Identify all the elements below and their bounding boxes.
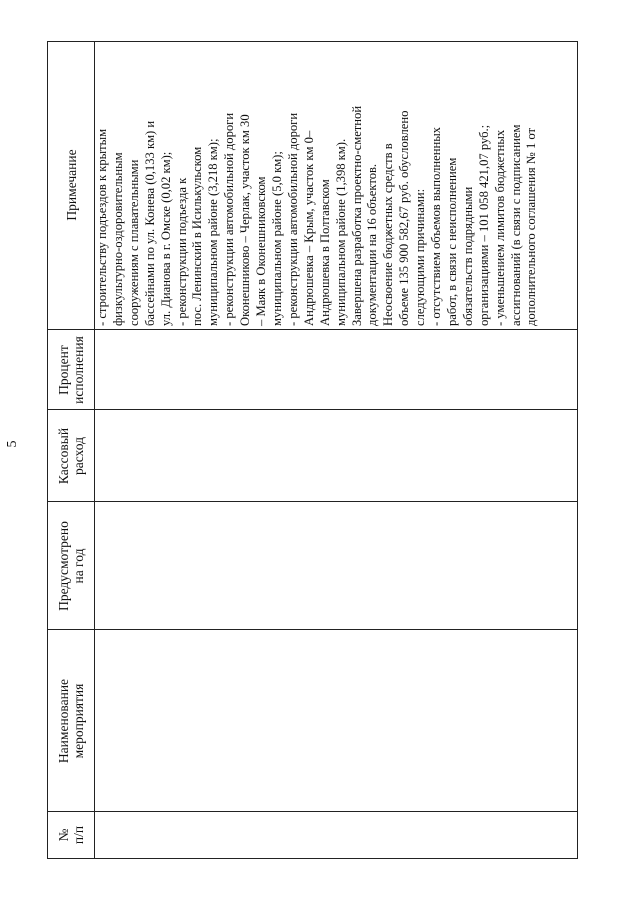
- column-divider: [48, 629, 577, 630]
- note-line: - реконструкции автомобильной дороги: [222, 112, 237, 326]
- note-line: муниципальном районе (3,218 км);: [206, 138, 221, 326]
- note-line: ассигнований (в связи с подписанием: [508, 124, 523, 326]
- header-percent-line-1: Процент: [56, 345, 71, 395]
- header-num-line-2: п/п: [71, 825, 86, 845]
- note-line: Андрюшевка в Полтавском: [317, 179, 332, 326]
- note-line: – Маяк в Оконешниковском: [254, 176, 269, 326]
- note-line: - строительству подъездов к крытым: [95, 128, 109, 326]
- note-line: Завершена разработка проектно-сметной: [349, 105, 364, 326]
- note-line: обязательств подрядными: [460, 186, 475, 326]
- header-planned: [48, 502, 94, 630]
- note-line: - отсутствием объемов выполненных: [429, 127, 444, 326]
- page-number: 5: [5, 440, 20, 448]
- header-name-line-2: мероприятия: [71, 683, 86, 759]
- header-note: [48, 40, 94, 330]
- note-cell: [95, 40, 579, 330]
- note-line: Неосвоение бюджетных средств в: [381, 143, 396, 326]
- note-line: муниципальном районе (1,398 км).: [333, 138, 348, 326]
- note-line: Андрюшевка – Крым, участок км 0–: [301, 130, 316, 326]
- note-line: - реконструкции подъезда к: [174, 177, 189, 326]
- header-cash: [48, 410, 94, 502]
- note-line: - реконструкции автомобильной дороги: [285, 112, 300, 326]
- header-percent: [48, 330, 94, 410]
- rotated-page: [5, 41, 578, 859]
- note-line: Оконешниково – Черлак, участок км 30: [238, 114, 253, 326]
- note-line: документации на 16 объектов.: [365, 163, 380, 326]
- note-text: [95, 40, 540, 330]
- note-line: ул. Дианова в г. Омске (0,02 км);: [158, 151, 173, 326]
- column-divider: [48, 501, 577, 502]
- column-divider: [48, 409, 577, 410]
- header-num-line-1: №: [56, 828, 71, 842]
- note-line: организациями – 101 058 421,07 руб.;: [476, 124, 491, 326]
- header-planned-line-1: Предусмотрено: [56, 521, 71, 611]
- note-line: дополнительного соглашения № 1 от: [524, 127, 539, 326]
- header-name-line-1: Наименование: [56, 678, 71, 764]
- header-name: [48, 630, 94, 812]
- note-line: муниципальном районе (5,0 км);: [269, 151, 284, 326]
- note-line: пос. Ленинский в Исилькульском: [190, 146, 205, 326]
- header-planned-line-2: на год: [71, 548, 86, 584]
- note-line: объеме 135 900 582,67 руб. обусловлено: [397, 110, 412, 326]
- note-line: работ, в связи с неисполнением: [444, 157, 459, 326]
- report-table: [47, 41, 578, 859]
- note-line: следующими причинами:: [413, 188, 428, 326]
- column-divider: [48, 811, 577, 812]
- note-line: бассейнами по ул. Конева (0,133 км) и: [142, 120, 157, 326]
- header-cash-line-1: Кассовый: [56, 427, 71, 485]
- header-num: [48, 812, 94, 858]
- header-note-line-1: Примечание: [63, 149, 79, 221]
- note-line: - уменьшением лимитов бюджетных: [492, 129, 507, 326]
- header-percent-line-2: исполнения: [71, 336, 86, 404]
- note-line: сооружениям с плавательными: [126, 159, 141, 326]
- note-line: физкультурно-оздоровительным: [110, 152, 125, 326]
- header-cash-line-2: расход: [71, 437, 86, 476]
